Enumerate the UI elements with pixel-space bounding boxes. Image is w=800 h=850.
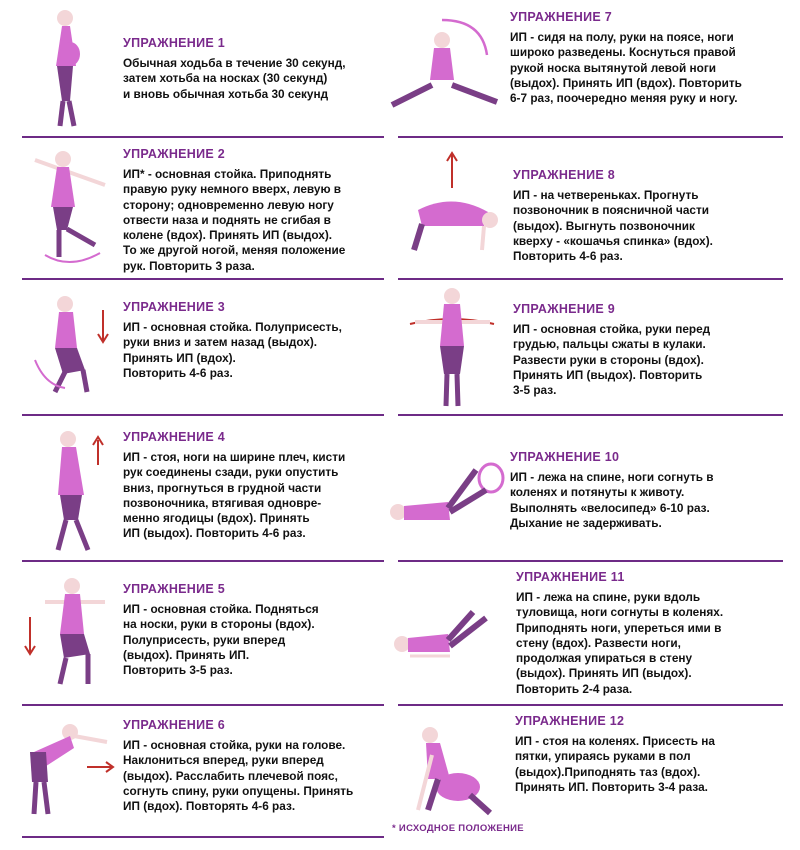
exercise-8-text: ИП - на четвереньках. Прогнуть позвоночник в поясничной части (выдох). Выгнуть позвоночник кверху - «кошачья спинка» (вдох). Повторить 4-6 раз. [513,188,713,264]
exercise-2-text: ИП* - основная стойка. Приподнять правую руку немного вверх, левую в сторону; одновременно левую ногу отвести наза и поднять не сгибая в колене (вдох). Принять ИП (выдох). То же другой ногой, меняя положение рук. Повторить 3 раза. [123,167,346,273]
arm-spread-figure-illustration [400,284,505,412]
divider [398,136,783,138]
exercise-7-text: ИП - сидя на полу, руки на поясе, ноги широко разведены. Коснуться правой рукой носка вытянутой левой ноги (выдох). Принять ИП (вдох). Повторить 6-7 раз, поочередно меняя руку и ногу. [510,30,742,106]
exercise-10-text: ИП - лежа на спине, ноги согнуть в коленях и потянуты к животу. Выполнять «велосипед» 6-10 раз. Дыхание не задерживать. [510,470,714,530]
exercise-9-text: ИП - основная стойка, руки перед грудью, пальцы сжаты в кулаки. Развести руки в стороны (вдох). Принять ИП (выдох). Повторить 3-5 раз. [513,322,711,398]
exercise-8-title: УПРАЖНЕНИЕ 8 [513,168,616,182]
exercise-11-title: УПРАЖНЕНИЕ 11 [516,570,625,584]
bicycle-lying-figure-illustration [386,450,506,535]
exercise-6-text: ИП - основная стойка, руки на голове. Наклониться вперед, руки вперед (выдох). Расслабить плечевой пояс, согнуть спину, руки опущены. Принять ИП (вдох). Повторять 4-6 раз. [123,738,354,814]
exercise-4-text: ИП - стоя, ноги на ширине плеч, кисти рук соединены сзади, руки опустить вниз, прогнуться в грудной части позвоночника, втягивая одновре- менно ягодицы (вдох). Принять ИП (выдох). Повторить 4-6 раз. [123,450,346,541]
divider [398,560,783,562]
standing-leg-raise-figure-illustration [15,145,110,265]
divider [22,136,384,138]
exercise-1-text: Обычная ходьба в течение 30 секунд, затем хотьба на носках (30 секунд) и вновь обычная хотьба 30 секунд [123,56,346,101]
exercise-9-title: УПРАЖНЕНИЕ 9 [513,302,616,316]
divider [398,414,783,416]
divider [22,560,384,562]
divider [22,278,384,280]
exercise-5-text: ИП - основная стойка. Подняться на носки, руки в стороны (вдох). Полуприсесть, руки вперед (выдох). Принять ИП. Повторить 3-5 раз. [123,602,319,678]
exercise-12-text: ИП - стоя на коленях. Присесть на пятки, упираясь руками в пол (выдох).Приподнять таз (вдох). Принять ИП. Повторить 3-4 раза. [515,734,715,794]
tiptoe-squat-figure-illustration [20,572,115,692]
exercise-7-title: УПРАЖНЕНИЕ 7 [510,10,613,24]
exercise-1-title: УПРАЖНЕНИЕ 1 [123,36,226,50]
divider [398,704,783,706]
forward-bend-figure-illustration [12,712,117,822]
exercise-6-title: УПРАЖНЕНИЕ 6 [123,718,226,732]
back-arch-figure-illustration [30,425,115,555]
exercise-3-title: УПРАЖНЕНИЕ 3 [123,300,226,314]
half-squat-figure-illustration [25,290,115,400]
exercise-10-title: УПРАЖНЕНИЕ 10 [510,450,620,464]
exercise-11-text: ИП - лежа на спине, руки вдоль туловища, ноги согнуты в коленях. Приподнять ноги, упереться ими в стену (вдох). Развести ноги, продолжая упираться в стену (выдох). Принять ИП (выдох). Повторить 2-4 раза. [516,590,724,696]
divider [22,836,384,838]
exercise-5-title: УПРАЖНЕНИЕ 5 [123,582,226,596]
seated-toe-touch-figure-illustration [382,10,507,115]
kneeling-figure-illustration [398,715,508,820]
exercise-3-text: ИП - основная стойка. Полуприсесть, руки вниз и затем назад (выдох). Принять ИП (вдох). Повторить 4-6 раз. [123,320,342,380]
divider [398,278,783,280]
footnote: * ИСХОДНОЕ ПОЛОЖЕНИЕ [392,823,524,834]
cat-back-figure-illustration [398,150,503,265]
exercise-2-title: УПРАЖНЕНИЕ 2 [123,147,226,161]
divider [22,704,384,706]
exercise-12-title: УПРАЖНЕНИЕ 12 [515,714,625,728]
divider [22,414,384,416]
walking-figure-illustration [40,6,90,131]
exercise-4-title: УПРАЖНЕНИЕ 4 [123,430,226,444]
wall-legs-figure-illustration [388,600,508,670]
